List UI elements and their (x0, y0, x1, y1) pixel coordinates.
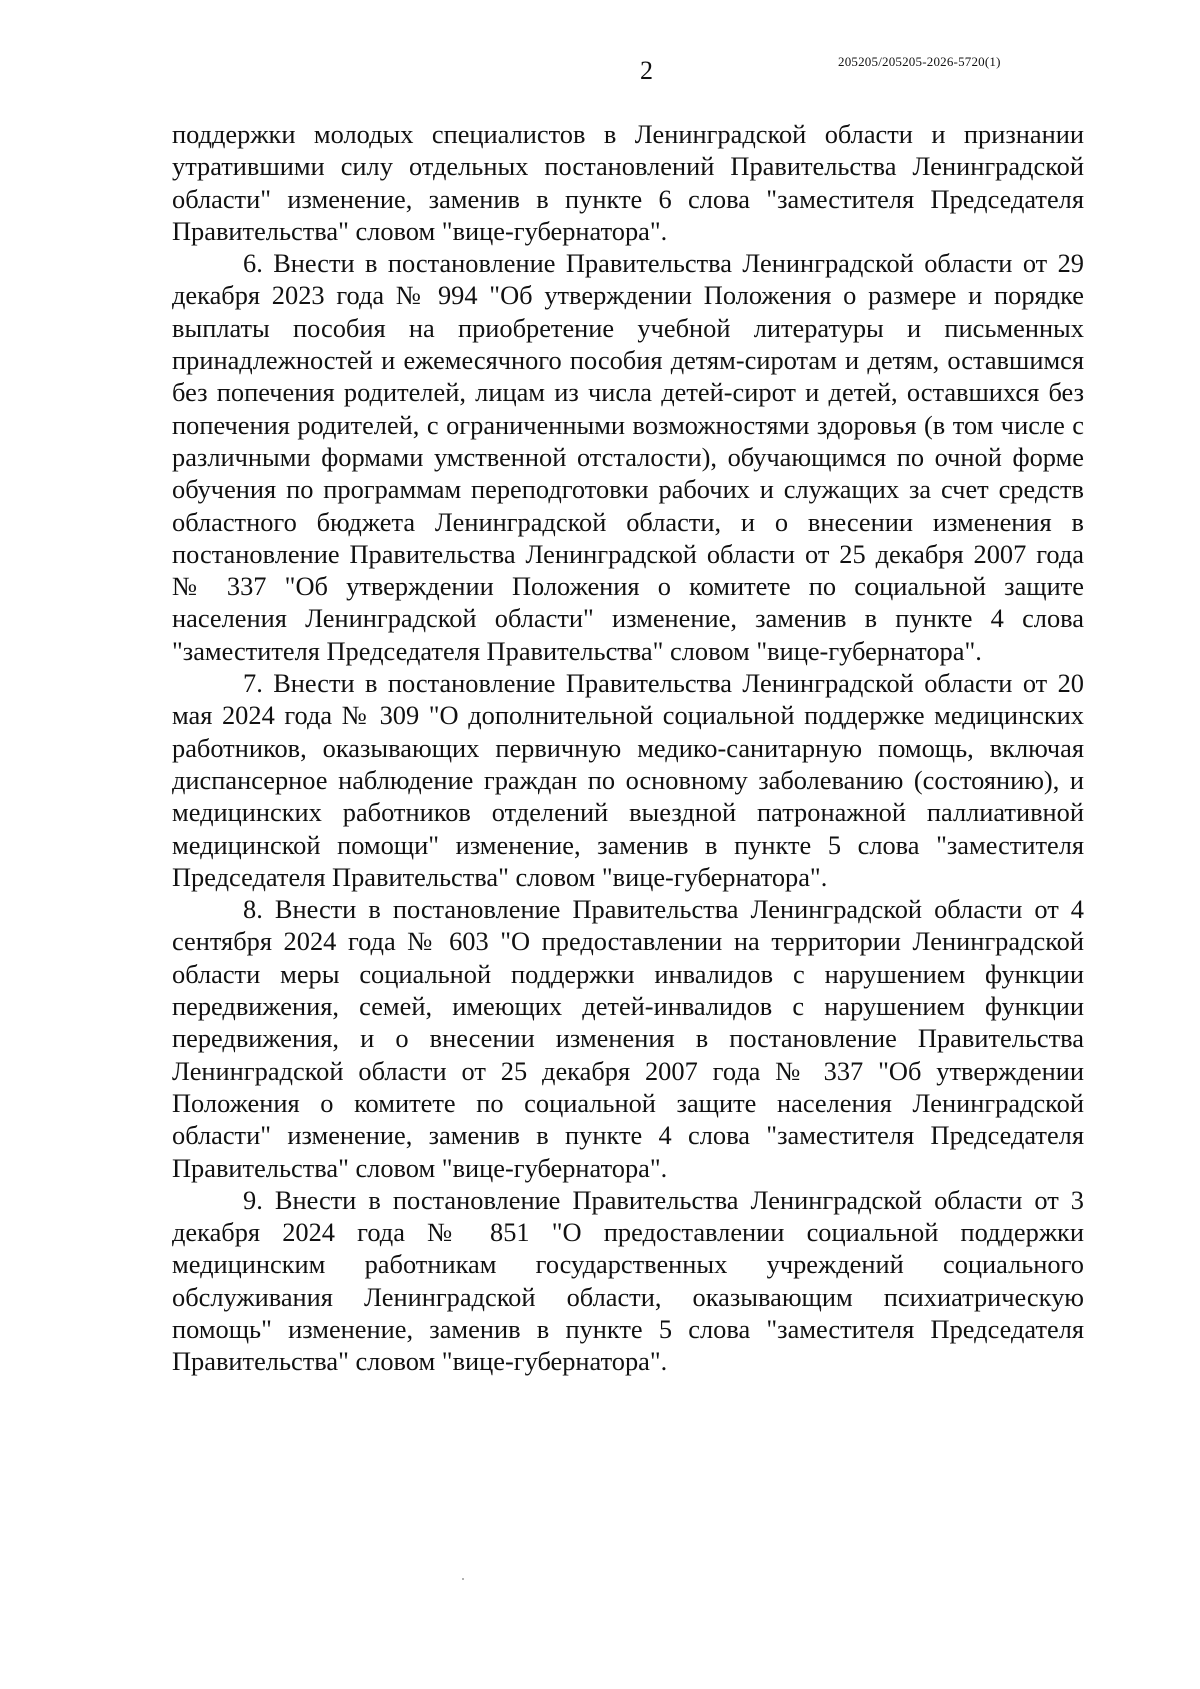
paragraph-item-8: 8. Внести в постановление Правительства Ленинградской области от 4 сентября 2024 года № 603 "О предоставлении на территории Ленинградской области меры социальной поддержки инвалидов с нарушением функции передвижения, семей, имеющих детей-инвалидов с нарушением функции передвижения, и о внесении изменения в постановление Правительства Ленинградской области от 25 декабря 2007 года № 337 "Об утверждении Положения о комитете по социальной защите населения Ленинградской области" изменение, заменив в пункте 4 слова "заместителя Председателя Правительства" словом "вице-губернатора". (172, 894, 1084, 1183)
document-body (172, 118, 1084, 1378)
scan-speck (462, 1578, 464, 1580)
paragraph-item-6: 6. Внести в постановление Правительства Ленинградской области от 29 декабря 2023 года № 994 "Об утверждении Положения о размере и порядке выплаты пособия на приобретение учебной литературы и письменных принадлежностей и ежемесячного пособия детям-сиротам и детям, оставшимся без попечения родителей, лицам из числа детей-сирот и детей, оставшихся без попечения родителей, с ограниченными возможностями здоровья (в том числе с различными формами умственной отсталости), обучающимся по очной форме обучения по программам переподготовки рабочих и служащих за счет средств областного бюджета Ленинградской области, и о внесении изменения в постановление Правительства Ленинградской области от 25 декабря 2007 года № 337 "Об утверждении Положения о комитете по социальной защите населения Ленинградской области" изменение, заменив в пункте 4 слова "заместителя Председателя Правительства" словом "вице-губернатора". (172, 248, 1084, 666)
paragraph-item-7: 7. Внести в постановление Правительства Ленинградской области от 20 мая 2024 года № 309 "О дополнительной социальной поддержке медицинских работников, оказывающих первичную медико-санитарную помощь, включая диспансерное наблюдение граждан по основному заболеванию (состоянию), и медицинских работников отделений выездной патронажной паллиативной медицинской помощи" изменение, заменив в пункте 5 слова "заместителя Председателя Правительства" словом "вице-губернатора". (172, 668, 1084, 892)
document-registration-code: 205205/205205-2026-5720(1) (838, 54, 1001, 69)
page-number: 2 (640, 56, 653, 85)
paragraph-continuation: поддержки молодых специалистов в Ленинградской области и признании утратившими силу отдельных постановлений Правительства Ленинградской области" изменение, заменив в пункте 6 слова "заместителя Председателя Правительства" словом "вице-губернатора". (172, 119, 1084, 246)
paragraph-item-9: 9. Внести в постановление Правительства Ленинградской области от 3 декабря 2024 года № 851 "О предоставлении социальной поддержки медицинским работникам государственных учреждений социального обслуживания Ленинградской области, оказывающим психиатрическую помощь" изменение, заменив в пункте 5 слова "заместителя Председателя Правительства" словом "вице-губернатора". (172, 1184, 1084, 1377)
